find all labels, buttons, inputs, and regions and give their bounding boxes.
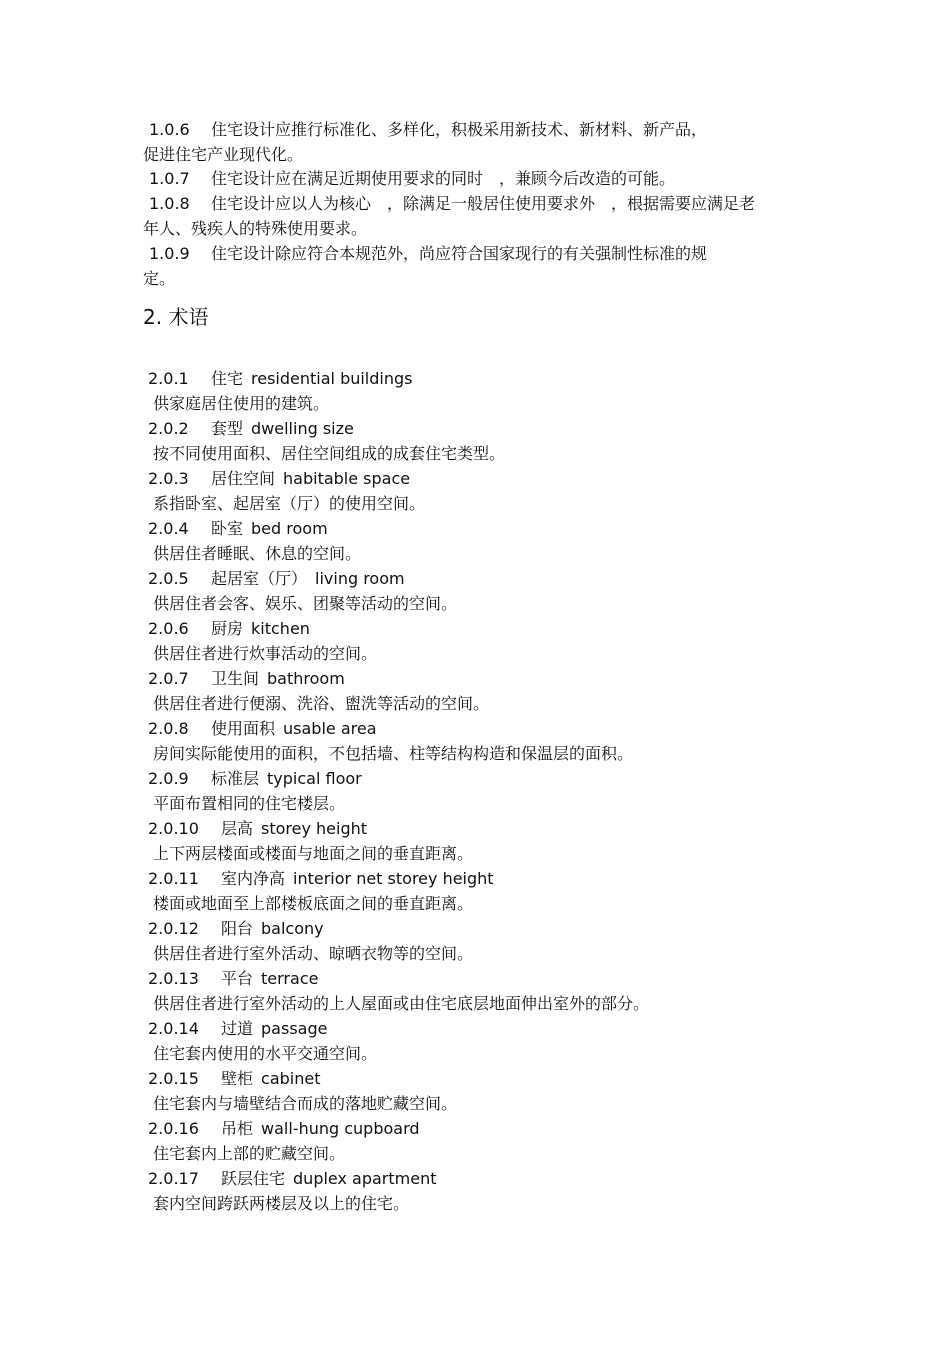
clause-1-0-9	[143, 242, 808, 291]
term-number: 2.0.14	[148, 1019, 199, 1038]
term-heading	[148, 467, 848, 491]
term-chinese: 层高	[221, 819, 254, 838]
clause-text-line1: 住宅设计应在满足近期使用要求的同时 ，兼顾今后改造的可能。	[211, 169, 676, 188]
term-chinese: 起居室（厅）	[211, 569, 308, 588]
term-entry	[148, 817, 848, 867]
term-heading	[148, 1017, 848, 1041]
term-english: living room	[315, 569, 405, 588]
term-entry	[148, 1117, 848, 1167]
term-definition: 套内空间跨跃两楼层及以上的住宅。	[153, 1194, 410, 1213]
term-heading	[148, 767, 848, 791]
term-english: balcony	[261, 919, 324, 938]
term-english: bathroom	[267, 669, 345, 688]
term-entry	[148, 467, 848, 517]
term-entry	[148, 867, 848, 917]
term-chinese: 厨房	[211, 619, 244, 638]
term-definition: 平面布置相同的住宅楼层。	[153, 794, 346, 813]
term-chinese: 室内净高	[221, 869, 286, 888]
term-chinese: 平台	[221, 969, 254, 988]
term-number: 2.0.12	[148, 919, 199, 938]
term-number: 2.0.3	[148, 469, 189, 488]
term-english: interior net storey height	[293, 869, 494, 888]
clause-text-line1: 住宅设计应以人为核心 ，除满足一般居住使用要求外 ，根据需要应满足老	[211, 194, 756, 213]
term-english: terrace	[261, 969, 319, 988]
term-heading	[148, 967, 848, 991]
term-number: 2.0.5	[148, 569, 189, 588]
term-english: storey height	[261, 819, 368, 838]
term-english: kitchen	[251, 619, 310, 638]
term-definition: 按不同使用面积、居住空间组成的成套住宅类型。	[153, 444, 506, 463]
term-definition: 楼面或地面至上部楼板底面之间的垂直距离。	[153, 894, 474, 913]
term-definition: 房间实际能使用的面积，不包括墙、柱等结构构造和保温层的面积。	[153, 744, 634, 763]
term-english: usable area	[283, 719, 377, 738]
clause-number: 1.0.7	[149, 169, 190, 188]
term-entry	[148, 517, 848, 567]
clause-text-line1: 住宅设计应推行标准化、多样化，积极采用新技术、新材料、新产品，	[211, 120, 708, 139]
term-entry	[148, 1017, 848, 1067]
term-entry	[148, 717, 848, 767]
term-english: residential buildings	[251, 369, 413, 388]
term-entry	[148, 767, 848, 817]
term-heading	[148, 867, 848, 891]
term-definition: 供居住者睡眠、休息的空间。	[153, 544, 362, 563]
term-number: 2.0.6	[148, 619, 189, 638]
term-number: 2.0.8	[148, 719, 189, 738]
term-entry	[148, 967, 848, 1017]
term-heading	[148, 1117, 848, 1141]
term-entry	[148, 1167, 848, 1217]
term-definition: 上下两层楼面或楼面与地面之间的垂直距离。	[153, 844, 474, 863]
clause-1-0-6	[143, 118, 808, 167]
term-number: 2.0.10	[148, 819, 199, 838]
clause-text-line2: 促进住宅产业现代化。	[143, 144, 304, 164]
term-chinese: 住宅	[211, 369, 244, 388]
term-heading	[148, 1167, 848, 1191]
term-heading	[148, 667, 848, 691]
term-definition: 供居住者进行炊事活动的空间。	[153, 644, 378, 663]
clause-text-line1: 住宅设计除应符合本规范外，尚应符合国家现行的有关强制性标准的规	[211, 244, 708, 263]
term-english: cabinet	[261, 1069, 321, 1088]
term-english: typical floor	[267, 769, 362, 788]
term-heading	[148, 1067, 848, 1091]
term-entry	[148, 917, 848, 967]
term-heading	[148, 417, 848, 441]
term-chinese: 标准层	[211, 769, 260, 788]
clause-number: 1.0.6	[149, 120, 190, 139]
term-english: habitable space	[283, 469, 411, 488]
term-number: 2.0.15	[148, 1069, 199, 1088]
term-english: bed room	[251, 519, 328, 538]
term-number: 2.0.9	[148, 769, 189, 788]
term-chinese: 壁柜	[221, 1069, 254, 1088]
term-definition: 系指卧室、起居室（厅）的使用空间。	[153, 494, 426, 513]
term-english: dwelling size	[251, 419, 354, 438]
term-heading	[148, 817, 848, 841]
term-number: 2.0.11	[148, 869, 199, 888]
clause-1-0-7	[143, 167, 808, 192]
term-heading	[148, 617, 848, 641]
term-number: 2.0.17	[148, 1169, 199, 1188]
term-heading	[148, 517, 848, 541]
clause-text-line2: 定。	[143, 268, 176, 288]
term-chinese: 卫生间	[211, 669, 260, 688]
term-heading	[148, 717, 848, 741]
term-entry	[148, 367, 848, 417]
term-chinese: 过道	[221, 1019, 254, 1038]
term-definition: 供居住者会客、娱乐、团聚等活动的空间。	[153, 594, 458, 613]
term-chinese: 跃层住宅	[221, 1169, 286, 1188]
term-definition: 供家庭居住使用的建筑。	[153, 394, 330, 413]
term-number: 2.0.4	[148, 519, 189, 538]
term-chinese: 居住空间	[211, 469, 276, 488]
term-chinese: 阳台	[221, 919, 254, 938]
term-number: 2.0.16	[148, 1119, 199, 1138]
clause-1-0-8	[143, 192, 843, 241]
section-title: 2. 术语	[143, 305, 209, 329]
term-heading	[148, 917, 848, 941]
term-definition: 供居住者进行室外活动、晾晒衣物等的空间。	[153, 944, 474, 963]
clause-text-line2: 年人、残疾人的特殊使用要求。	[143, 218, 368, 238]
term-number: 2.0.7	[148, 669, 189, 688]
term-number: 2.0.13	[148, 969, 199, 988]
clause-number: 1.0.9	[149, 244, 190, 263]
term-definition: 住宅套内使用的水平交通空间。	[153, 1044, 378, 1063]
term-english: wall-hung cupboard	[261, 1119, 420, 1138]
term-entry	[148, 617, 848, 667]
term-number: 2.0.2	[148, 419, 189, 438]
term-chinese: 套型	[211, 419, 244, 438]
term-entry	[148, 567, 848, 617]
term-english: duplex apartment	[293, 1169, 437, 1188]
term-chinese: 吊柜	[221, 1119, 254, 1138]
term-definition: 供居住者进行便溺、洗浴、盥洗等活动的空间。	[153, 694, 490, 713]
term-heading	[148, 367, 848, 391]
term-definition: 住宅套内上部的贮藏空间。	[153, 1144, 346, 1163]
term-definition: 住宅套内与墙壁结合而成的落地贮藏空间。	[153, 1094, 458, 1113]
term-chinese: 使用面积	[211, 719, 276, 738]
term-chinese: 卧室	[211, 519, 244, 538]
term-english: passage	[261, 1019, 328, 1038]
term-definition: 供居住者进行室外活动的上人屋面或由住宅底层地面伸出室外的部分。	[153, 994, 650, 1013]
term-heading	[148, 567, 848, 591]
term-number: 2.0.1	[148, 369, 189, 388]
term-entry	[148, 417, 848, 467]
term-entry	[148, 1067, 848, 1117]
term-entry	[148, 667, 848, 717]
clause-number: 1.0.8	[149, 194, 190, 213]
